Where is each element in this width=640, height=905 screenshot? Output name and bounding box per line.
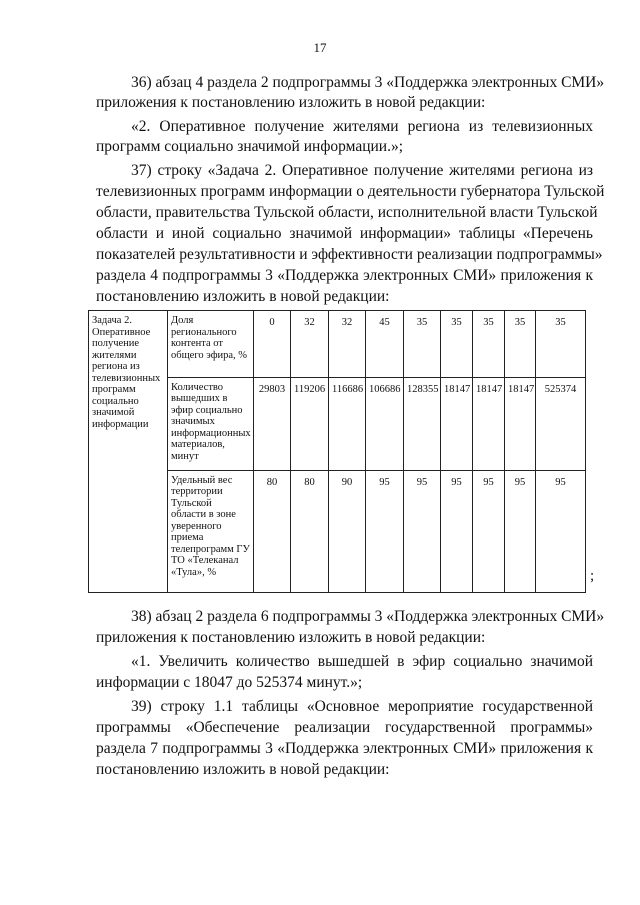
quote36-line: «2. Оперативное получение жителями региона из телевизионных — [131, 118, 593, 135]
quote36-line: программ социально значимой информации.»; — [96, 138, 404, 155]
value-cell: 29803 — [254, 377, 291, 470]
para39-line: программы «Обеспечение реализации государственной программы» — [96, 719, 593, 736]
para37-line: телевизионных программ информации о деятельности губернатора Тульской — [96, 183, 605, 200]
task-label-line: значимой — [92, 407, 135, 418]
value-cell: 128355 — [404, 377, 441, 470]
table-trailing-mark: ; — [590, 568, 595, 584]
value-cell: 95 — [441, 470, 473, 592]
value-cell: 119206 — [291, 377, 329, 470]
table-body — [89, 311, 586, 593]
value-cell: 95 — [404, 470, 441, 592]
value-cell: 45 — [366, 311, 404, 378]
para37-line: показателей результативности и эффективности реализации подпрограммы» — [96, 246, 603, 263]
value-cell: 35 — [473, 311, 505, 378]
quote38-line: «1. Увеличить количество вышедшей в эфир социально значимой — [131, 653, 593, 670]
value-cell: 106686 — [366, 377, 404, 470]
indicator-line: приема — [171, 532, 204, 544]
para39-line: раздела 7 подпрограммы 3 «Поддержка электронных СМИ» приложения к — [96, 740, 593, 757]
value-cell: 95 — [473, 470, 505, 592]
para38-line: приложения к постановлению изложить в новой редакции: — [96, 629, 486, 646]
value-cell: 80 — [254, 470, 291, 592]
page-number: 17 — [313, 40, 327, 55]
para36-line: 36) абзац 4 раздела 2 подпрограммы 3 «Поддержка электронных СМИ» — [131, 74, 605, 91]
task-label-line: телевизионных — [92, 372, 161, 384]
table-row — [89, 311, 586, 378]
indicator-line: материалов, — [171, 439, 225, 451]
value-cell: 116686 — [329, 377, 366, 470]
quote38-line: информации с 18047 до 525374 минут.»; — [96, 674, 363, 691]
value-cell: 18147 — [441, 377, 473, 470]
task-label-line: социально — [92, 395, 139, 407]
indicator-line: общего эфира, % — [171, 349, 248, 361]
value-cell: 80 — [291, 470, 329, 592]
value-cell: 95 — [536, 470, 586, 592]
indicator-line: информационных — [171, 427, 251, 439]
indicator-line: вышедших в — [171, 393, 228, 405]
value-cell: 35 — [505, 311, 536, 378]
para39-line: постановлению изложить в новой редакции: — [96, 761, 390, 778]
value-cell: 0 — [254, 311, 291, 378]
task-label-line: Задача 2. — [92, 315, 132, 326]
indicator-cell — [168, 311, 254, 378]
indicator-line: Доля — [171, 315, 194, 326]
para37-line: области, правительства Тульской области, исполнительной власти Тульской — [96, 204, 598, 221]
indicator-line: территории — [171, 486, 223, 498]
value-cell: 18147 — [505, 377, 536, 470]
indicator-line: Тульской — [171, 497, 212, 509]
para37-line: постановлению изложить в новой редакции: — [96, 288, 390, 305]
para37-line: области и иной социально значимой информации» таблицы «Перечень — [96, 225, 593, 242]
para39-line: 39) строку 1.1 таблицы «Основное мероприятие государственной — [131, 698, 593, 715]
value-cell: 32 — [291, 311, 329, 378]
para37-line: 37) строку «Задача 2. Оперативное получение жителями региона из — [131, 162, 593, 179]
para36-line: приложения к постановлению изложить в новой редакции: — [96, 94, 486, 111]
indicator-line: регионального — [171, 326, 237, 338]
indicator-line: «Тула», % — [171, 566, 217, 578]
task-cell — [89, 311, 168, 593]
value-cell: 18147 — [473, 377, 505, 470]
value-cell: 525374 — [536, 377, 586, 470]
indicator-cell — [168, 470, 254, 592]
task-label-line: жителями — [92, 349, 137, 361]
value-cell: 35 — [404, 311, 441, 378]
indicator-line: области в зоне — [171, 509, 236, 521]
value-cell: 32 — [329, 311, 366, 378]
indicator-line: уверенного — [171, 520, 222, 532]
indicator-line: Количество — [171, 381, 224, 393]
indicator-line: минут — [171, 450, 199, 462]
value-cell: 35 — [536, 311, 586, 378]
indicator-line: значимых — [171, 416, 215, 428]
value-cell: 95 — [505, 470, 536, 592]
value-cell: 35 — [441, 311, 473, 378]
indicator-line: эфир социально — [171, 404, 243, 416]
para38-line: 38) абзац 2 раздела 6 подпрограммы 3 «Поддержка электронных СМИ» — [131, 608, 605, 625]
indicators-table — [88, 310, 586, 593]
task-label-line: региона из — [92, 361, 140, 372]
task-label-line: получение — [92, 338, 140, 349]
indicator-line: Удельный вес — [171, 474, 233, 486]
value-cell: 90 — [329, 470, 366, 592]
task-label-line: программ — [92, 384, 136, 395]
indicator-cell — [168, 377, 254, 470]
indicator-line: контента от — [171, 338, 224, 349]
task-label-line: Оперативное — [92, 326, 151, 338]
indicator-line: ТО «Телеканал — [171, 555, 239, 567]
task-label-line: информации — [92, 418, 149, 430]
value-cell: 95 — [366, 470, 404, 592]
indicator-line: телепрограмм ГУ — [171, 543, 250, 555]
para37-line: раздела 4 подпрограммы 3 «Поддержка электронных СМИ» приложения к — [96, 267, 593, 284]
